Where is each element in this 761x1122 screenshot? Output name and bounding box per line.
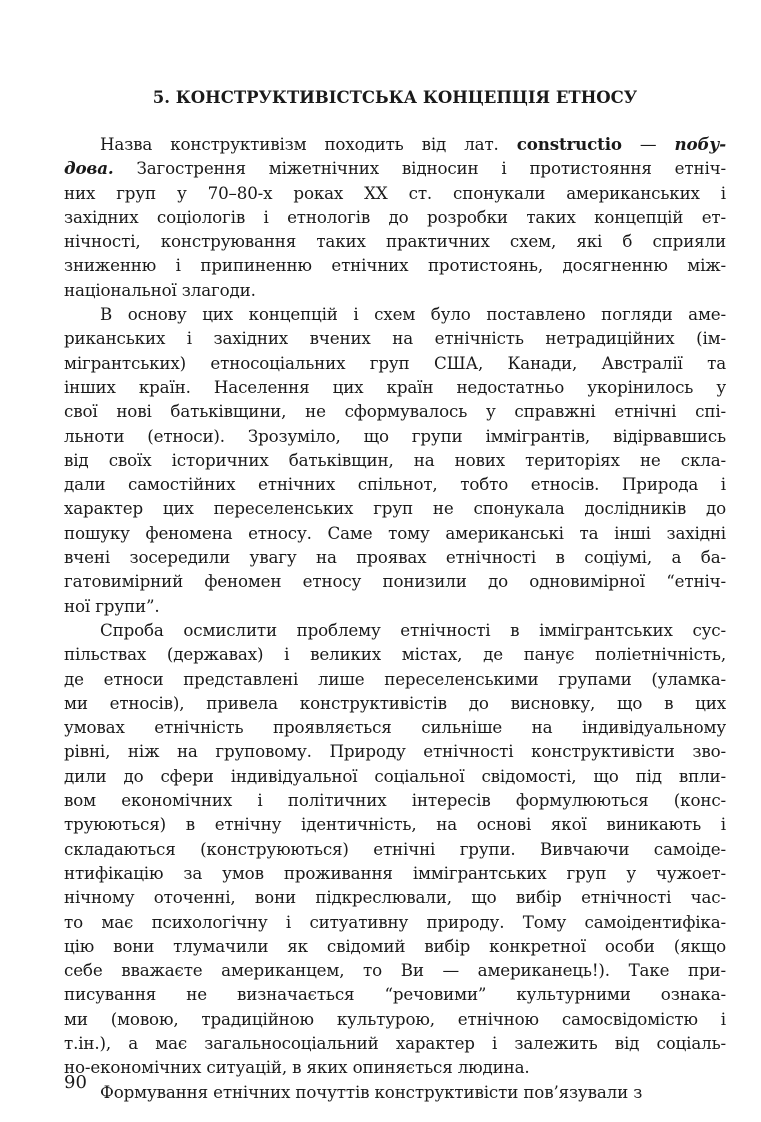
text-line: риканських і західних вчених на етнічність нетрадиційних (ім- (64, 328, 726, 349)
text-line: зниженню і припиненню етнічних протистоянь, досягненню між- (64, 255, 726, 276)
text-line: Спроба осмислити проблему етнічності в іммігрантських сус- (100, 619, 726, 640)
page-body (64, 86, 726, 1104)
text-line: ми (мовою, традиційною культурою, етнічною самосвідомістю і (64, 1008, 726, 1029)
text-line: дова. Загострення міжетнічних відносин і протистояння етніч- (64, 158, 726, 179)
text-line: то має психологічну і ситуативну природу. Тому самоідентифіка- (64, 911, 726, 932)
text-line: вом економічних і політичних інтересів формулюються (конс- (64, 790, 726, 811)
text-line: ми етносів), привела конструктивістів до висновку, що в цих (64, 692, 726, 713)
text-line: льноти (етноси). Зрозуміло, що групи іммігрантів, відірвавшись (64, 425, 726, 446)
text-line: свої нові батьківщини, не сформувалось у справжні етнічні спі- (64, 401, 726, 422)
text-line: труюються) в етнічну ідентичність, на основі якої виникають і (64, 814, 726, 835)
text-line: гатовимірний феномен етносу понизили до одновимірної “етніч- (64, 571, 726, 592)
text-line: де етноси представлені лише переселенськими групами (уламка- (64, 668, 726, 689)
text-line: характер цих переселенських груп не спонукала дослідників до (64, 498, 726, 519)
paragraph (64, 618, 726, 1080)
section-heading: 5. КОНСТРУКТИВІСТСЬКА КОНЦЕПЦІЯ ЕТНОСУ (152, 88, 638, 107)
paragraph (64, 1080, 726, 1104)
paragraph (64, 132, 726, 302)
page-number: 90 (64, 1072, 87, 1093)
text-line: Формування етнічних почуттів конструктивісти пов’язували з (100, 1081, 643, 1102)
text-line: нічності, конструювання таких практичних схем, які б сприяли (64, 231, 726, 252)
text-line: цію вони тлумачили як свідомий вибір конкретної особи (якщо (64, 935, 726, 956)
paragraph (64, 302, 726, 618)
text-line: мігрантських) етносоціальних груп США, Канади, Австралії та (64, 352, 726, 373)
text-line: від своїх історичних батьківщин, на нових територіях не скла- (64, 449, 726, 470)
text-line: інших країн. Населення цих країн недостатньо укорінилось у (64, 376, 726, 397)
text-line: т.ін.), а має загальносоціальний характер і залежить від соціаль- (64, 1032, 726, 1053)
text-line: нічному оточенні, вони підкреслювали, що вибір етнічності час- (64, 887, 726, 908)
text-line: пошуку феномена етносу. Саме тому американські та інші західні (64, 522, 726, 543)
text-line: дили до сфери індивідуальної соціальної свідомості, що під впли- (64, 765, 726, 786)
text-line: західних соціологів і етнологів до розробки таких концепцій ет- (64, 206, 726, 227)
text-line: складаються (конструюються) етнічні групи. Вивчаючи самоіде- (64, 838, 726, 859)
text-line: но-економічних ситуацій, в яких опиняється людина. (64, 1057, 530, 1078)
text-line: Назва конструктивізм походить від лат. constructio — побу- (100, 134, 726, 154)
text-line: дали самостійних етнічних спільнот, тобто етносів. Природа і (64, 474, 726, 495)
text-line: них груп у 70–80-х роках XX ст. спонукали американських і (64, 182, 726, 203)
text-line: себе вважаєте американцем, то Ви — американець!). Таке при- (64, 960, 726, 981)
text-line: рівні, ніж на груповому. Природу етнічності конструктивісти зво- (64, 741, 726, 762)
text-line: національної злагоди. (64, 279, 256, 300)
text-line: нтифікацію за умов проживання іммігрантських груп у чужоет- (64, 862, 726, 883)
text-line: пільствах (державах) і великих містах, де панує поліетнічність, (64, 644, 726, 665)
text-line: вчені зосередили увагу на проявах етнічності в соціумі, а ба- (64, 547, 726, 568)
text-line: ної групи”. (64, 595, 160, 616)
text-line: писування не визначається “речовими” культурними ознака- (64, 984, 726, 1005)
text-line: В основу цих концепцій і схем було поставлено погляди аме- (100, 304, 726, 325)
text-line: умовах етнічність проявляється сильніше на індивідуальному (64, 717, 726, 738)
text-body (64, 132, 726, 1104)
